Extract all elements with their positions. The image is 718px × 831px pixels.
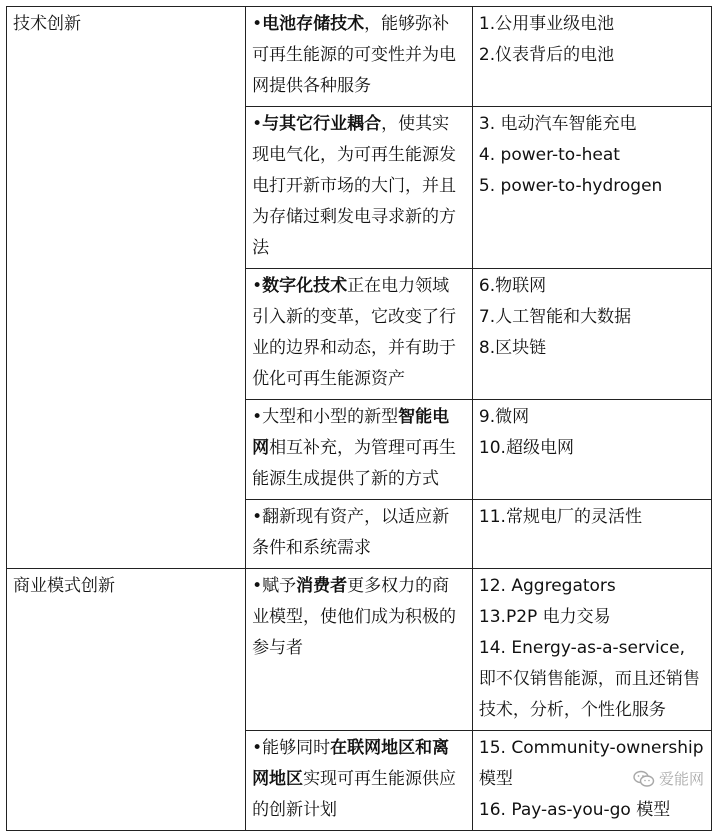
watermark (633, 768, 704, 789)
technology-item: 16. Pay-as-you-go 模型 (478, 800, 671, 820)
bullet-prefix: • (252, 14, 263, 34)
description-text: 正在电力领域引入新的变革，它改变了行业的边界和动态，并有助于优化可再生能源资产 (252, 276, 457, 389)
highlight-term: 电池存储技术 (262, 14, 365, 34)
description-cell (246, 107, 473, 269)
description-cell (246, 400, 473, 500)
technology-list (472, 269, 711, 400)
table-row (7, 569, 712, 731)
bullet-prefix: •大型和小型的新型 (252, 407, 399, 427)
technology-item: 5. power-to-hydrogen (478, 176, 663, 196)
description-cell (246, 7, 473, 107)
bullet-prefix: • (252, 276, 263, 296)
technology-item: 10.超级电网 (478, 438, 574, 458)
description-text: 实现可再生能源供应的创新计划 (252, 769, 457, 820)
technology-item: 1.公用事业级电池 (478, 14, 615, 34)
category-business-model-innovation: 商业模式创新 (7, 569, 246, 831)
technology-list (472, 569, 711, 731)
description-text: 更多权力的商业模型，使他们成为积极的参与者 (252, 576, 457, 658)
technology-item: 2.仪表背后的电池 (478, 45, 615, 65)
technology-item: 6.物联网 (478, 276, 547, 296)
wechat-icon (633, 770, 655, 788)
technology-item: 4. power-to-heat (478, 145, 620, 165)
description-text: 相互补充，为管理可再生能源生成提供了新的方式 (252, 438, 457, 489)
technology-list (472, 7, 711, 107)
description-text: ，使其实现电气化，为可再生能源发电打开新市场的大门，并且为存储过剩发电寻求新的方法 (252, 114, 457, 258)
highlight-term: 在联网地区和离网地区 (252, 738, 450, 789)
highlight-term: 消费者 (296, 576, 348, 596)
technology-item: 3. 电动汽车智能充电 (478, 114, 637, 134)
description-text: ，能够弥补可再生能源的可变性并为电网提供各种服务 (252, 14, 457, 96)
description-cell (246, 731, 473, 831)
technology-list (472, 107, 711, 269)
table-row (7, 7, 712, 107)
watermark-text: 爱能网 (658, 770, 704, 788)
innovation-table (6, 6, 712, 831)
technology-item: 7.人工智能和大数据 (478, 307, 632, 327)
technology-item: 15. Community-ownership 模型 (478, 738, 704, 789)
bullet-prefix: •能够同时 (252, 738, 331, 758)
highlight-term: 与其它行业耦合 (262, 114, 382, 134)
bullet-prefix: •赋予 (252, 576, 297, 596)
description-text: •翻新现有资产，以适应新条件和系统需求 (252, 507, 450, 558)
technology-list (472, 500, 711, 569)
technology-item: 8.区块链 (478, 338, 547, 358)
bullet-prefix: • (252, 114, 263, 134)
technology-item: 11.常规电厂的灵活性 (478, 507, 642, 527)
description-cell (246, 569, 473, 731)
description-cell (246, 269, 473, 400)
highlight-term: 数字化技术 (262, 276, 348, 296)
technology-list (472, 400, 711, 500)
highlight-term: 智能电网 (252, 407, 450, 458)
technology-item: 13.P2P 电力交易 (478, 607, 611, 627)
description-cell (246, 500, 473, 569)
technology-item: 9.微网 (478, 407, 530, 427)
category-tech-innovation: 技术创新 (7, 7, 246, 569)
technology-item: 14. Energy-as-a-service, 即不仅销售能源，而且还销售技术，分析，个性化服务 (478, 638, 700, 720)
technology-item: 12. Aggregators (478, 576, 616, 596)
